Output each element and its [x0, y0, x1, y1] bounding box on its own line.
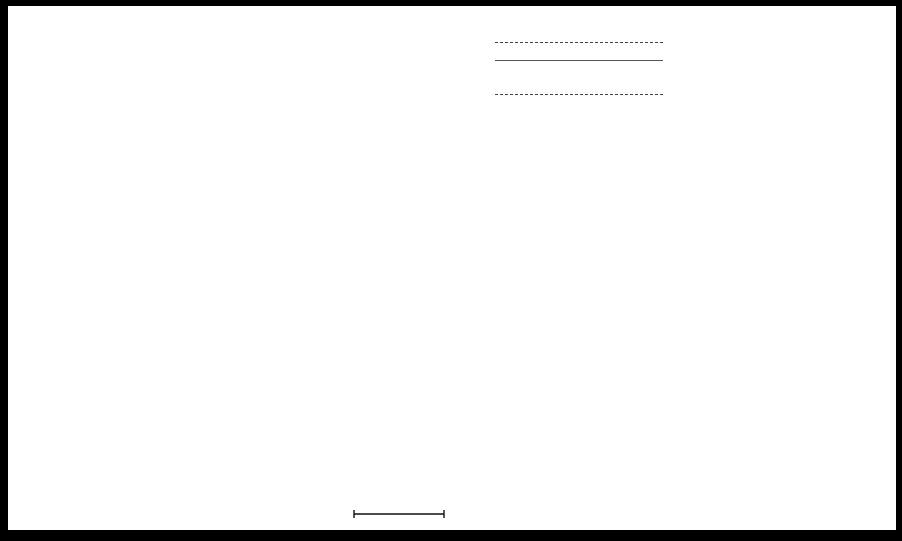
- nodal-plane-table: [495, 42, 663, 95]
- plane2-label: [495, 76, 547, 91]
- plane1-label: [495, 61, 547, 76]
- misfit-reduction-chart: [658, 58, 896, 214]
- focal-mechanism-beachball-icon: [513, 119, 563, 169]
- report-canvas: [8, 6, 896, 530]
- misfit-legend: [438, 516, 443, 527]
- plane1-dip: [585, 61, 623, 76]
- clvd-component-icon: [587, 165, 611, 189]
- plane1-rake: [623, 61, 661, 76]
- taiwan-map-chart: [652, 216, 896, 530]
- station-map: [652, 216, 896, 530]
- mechanism-decomposition: [495, 101, 667, 201]
- best-fit-solution-panel: [495, 22, 667, 201]
- col-rake: [623, 45, 661, 60]
- plane2-rake: [623, 76, 661, 91]
- iso-component-icon: [587, 103, 601, 117]
- col-strike: [547, 45, 585, 60]
- col-dip: [585, 45, 623, 60]
- misfit-reduction-plot: [658, 58, 896, 219]
- plane2-strike: [547, 76, 585, 91]
- time-scalebar: [353, 509, 445, 519]
- plane1-strike: [547, 61, 585, 76]
- dc-component-icon: [587, 131, 611, 155]
- plane2-dip: [585, 76, 623, 91]
